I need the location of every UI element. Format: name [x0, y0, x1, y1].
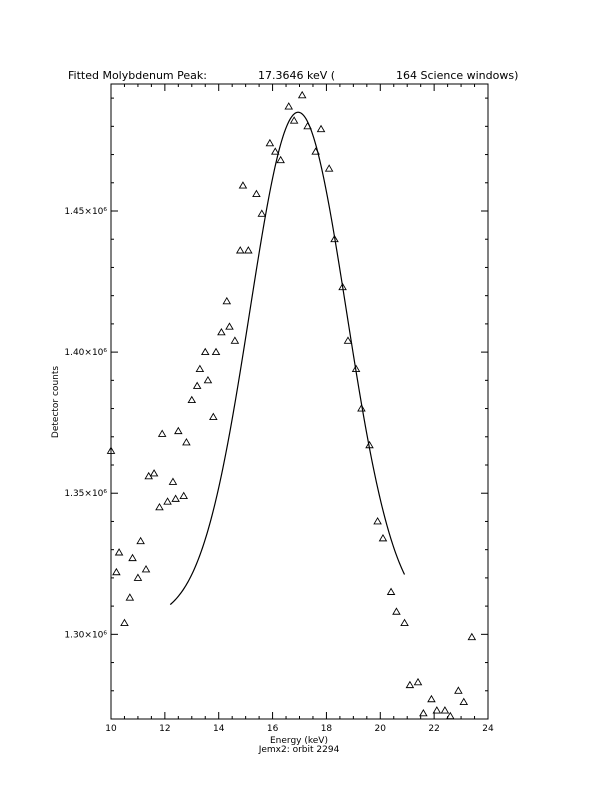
- data-point: [213, 349, 220, 355]
- data-point: [210, 414, 217, 420]
- data-point: [159, 430, 166, 436]
- x-tick-label: 16: [266, 724, 279, 734]
- y-axis-label: Detector counts: [51, 365, 61, 439]
- fit-curve-layer: [170, 112, 404, 604]
- plot-frame: [111, 84, 488, 719]
- data-point: [468, 634, 475, 640]
- data-point: [129, 555, 136, 561]
- y-tick-label: 1.40×10⁶: [64, 348, 107, 359]
- title-energy-value: 17.3646 keV (: [258, 69, 336, 82]
- data-point: [116, 549, 123, 555]
- data-point: [245, 247, 252, 253]
- data-point: [277, 157, 284, 163]
- fit-curve: [170, 112, 404, 604]
- data-point: [379, 535, 386, 541]
- data-point: [420, 710, 427, 716]
- data-point: [393, 608, 400, 614]
- data-point: [299, 92, 306, 98]
- title-science-windows: 164 Science windows): [396, 69, 519, 82]
- x-axis-label: Energy (keV): [270, 736, 328, 746]
- data-point: [441, 707, 448, 713]
- data-point: [258, 210, 265, 216]
- data-point: [253, 191, 260, 197]
- x-tick-label: 10: [105, 724, 117, 734]
- data-point: [414, 679, 421, 685]
- data-point: [164, 498, 171, 504]
- data-point: [180, 493, 187, 499]
- x-tick-label: 18: [320, 724, 333, 734]
- data-point: [151, 470, 158, 476]
- data-point: [266, 140, 273, 146]
- data-point: [113, 569, 120, 575]
- title-fitted-peak-label: Fitted Molybdenum Peak:: [68, 69, 207, 82]
- data-point: [126, 594, 133, 600]
- data-point: [183, 439, 190, 445]
- data-point: [401, 620, 408, 626]
- y-tick-label: 1.45×10⁶: [64, 207, 107, 217]
- data-point: [172, 495, 179, 501]
- data-point: [137, 538, 144, 544]
- data-point: [226, 323, 233, 329]
- data-point: [202, 349, 209, 355]
- data-point: [194, 382, 201, 388]
- y-tick-label: 1.30×10⁶: [64, 630, 107, 641]
- data-point: [460, 699, 467, 705]
- x-tick-label: 12: [159, 724, 171, 734]
- data-point: [156, 504, 163, 510]
- data-point: [121, 620, 128, 626]
- data-point: [326, 165, 333, 171]
- data-point: [218, 329, 225, 335]
- data-point: [285, 103, 292, 109]
- data-point: [239, 182, 246, 188]
- data-point: [134, 574, 141, 580]
- data-point: [428, 696, 435, 702]
- data-point: [406, 682, 413, 688]
- data-point: [223, 298, 230, 304]
- data-point: [291, 117, 298, 123]
- orbit-caption: Jemx2: orbit 2294: [258, 745, 340, 755]
- data-point: [204, 377, 211, 383]
- data-points-layer: [108, 92, 476, 719]
- x-tick-label: 24: [482, 724, 494, 734]
- data-point: [143, 566, 150, 572]
- x-axis: [105, 84, 494, 734]
- data-point: [455, 687, 462, 693]
- x-tick-label: 20: [374, 724, 387, 734]
- data-point: [318, 126, 325, 132]
- y-tick-label: 1.35×10⁶: [64, 489, 107, 500]
- data-point: [374, 518, 381, 524]
- data-point: [237, 247, 244, 253]
- data-point: [388, 589, 395, 595]
- data-point: [231, 337, 238, 343]
- x-tick-label: 14: [212, 724, 225, 734]
- data-point: [175, 428, 182, 434]
- data-point: [196, 366, 203, 372]
- data-point: [188, 397, 195, 403]
- x-tick-label: 22: [428, 724, 440, 734]
- data-point: [169, 478, 176, 484]
- chart-title: [68, 69, 518, 82]
